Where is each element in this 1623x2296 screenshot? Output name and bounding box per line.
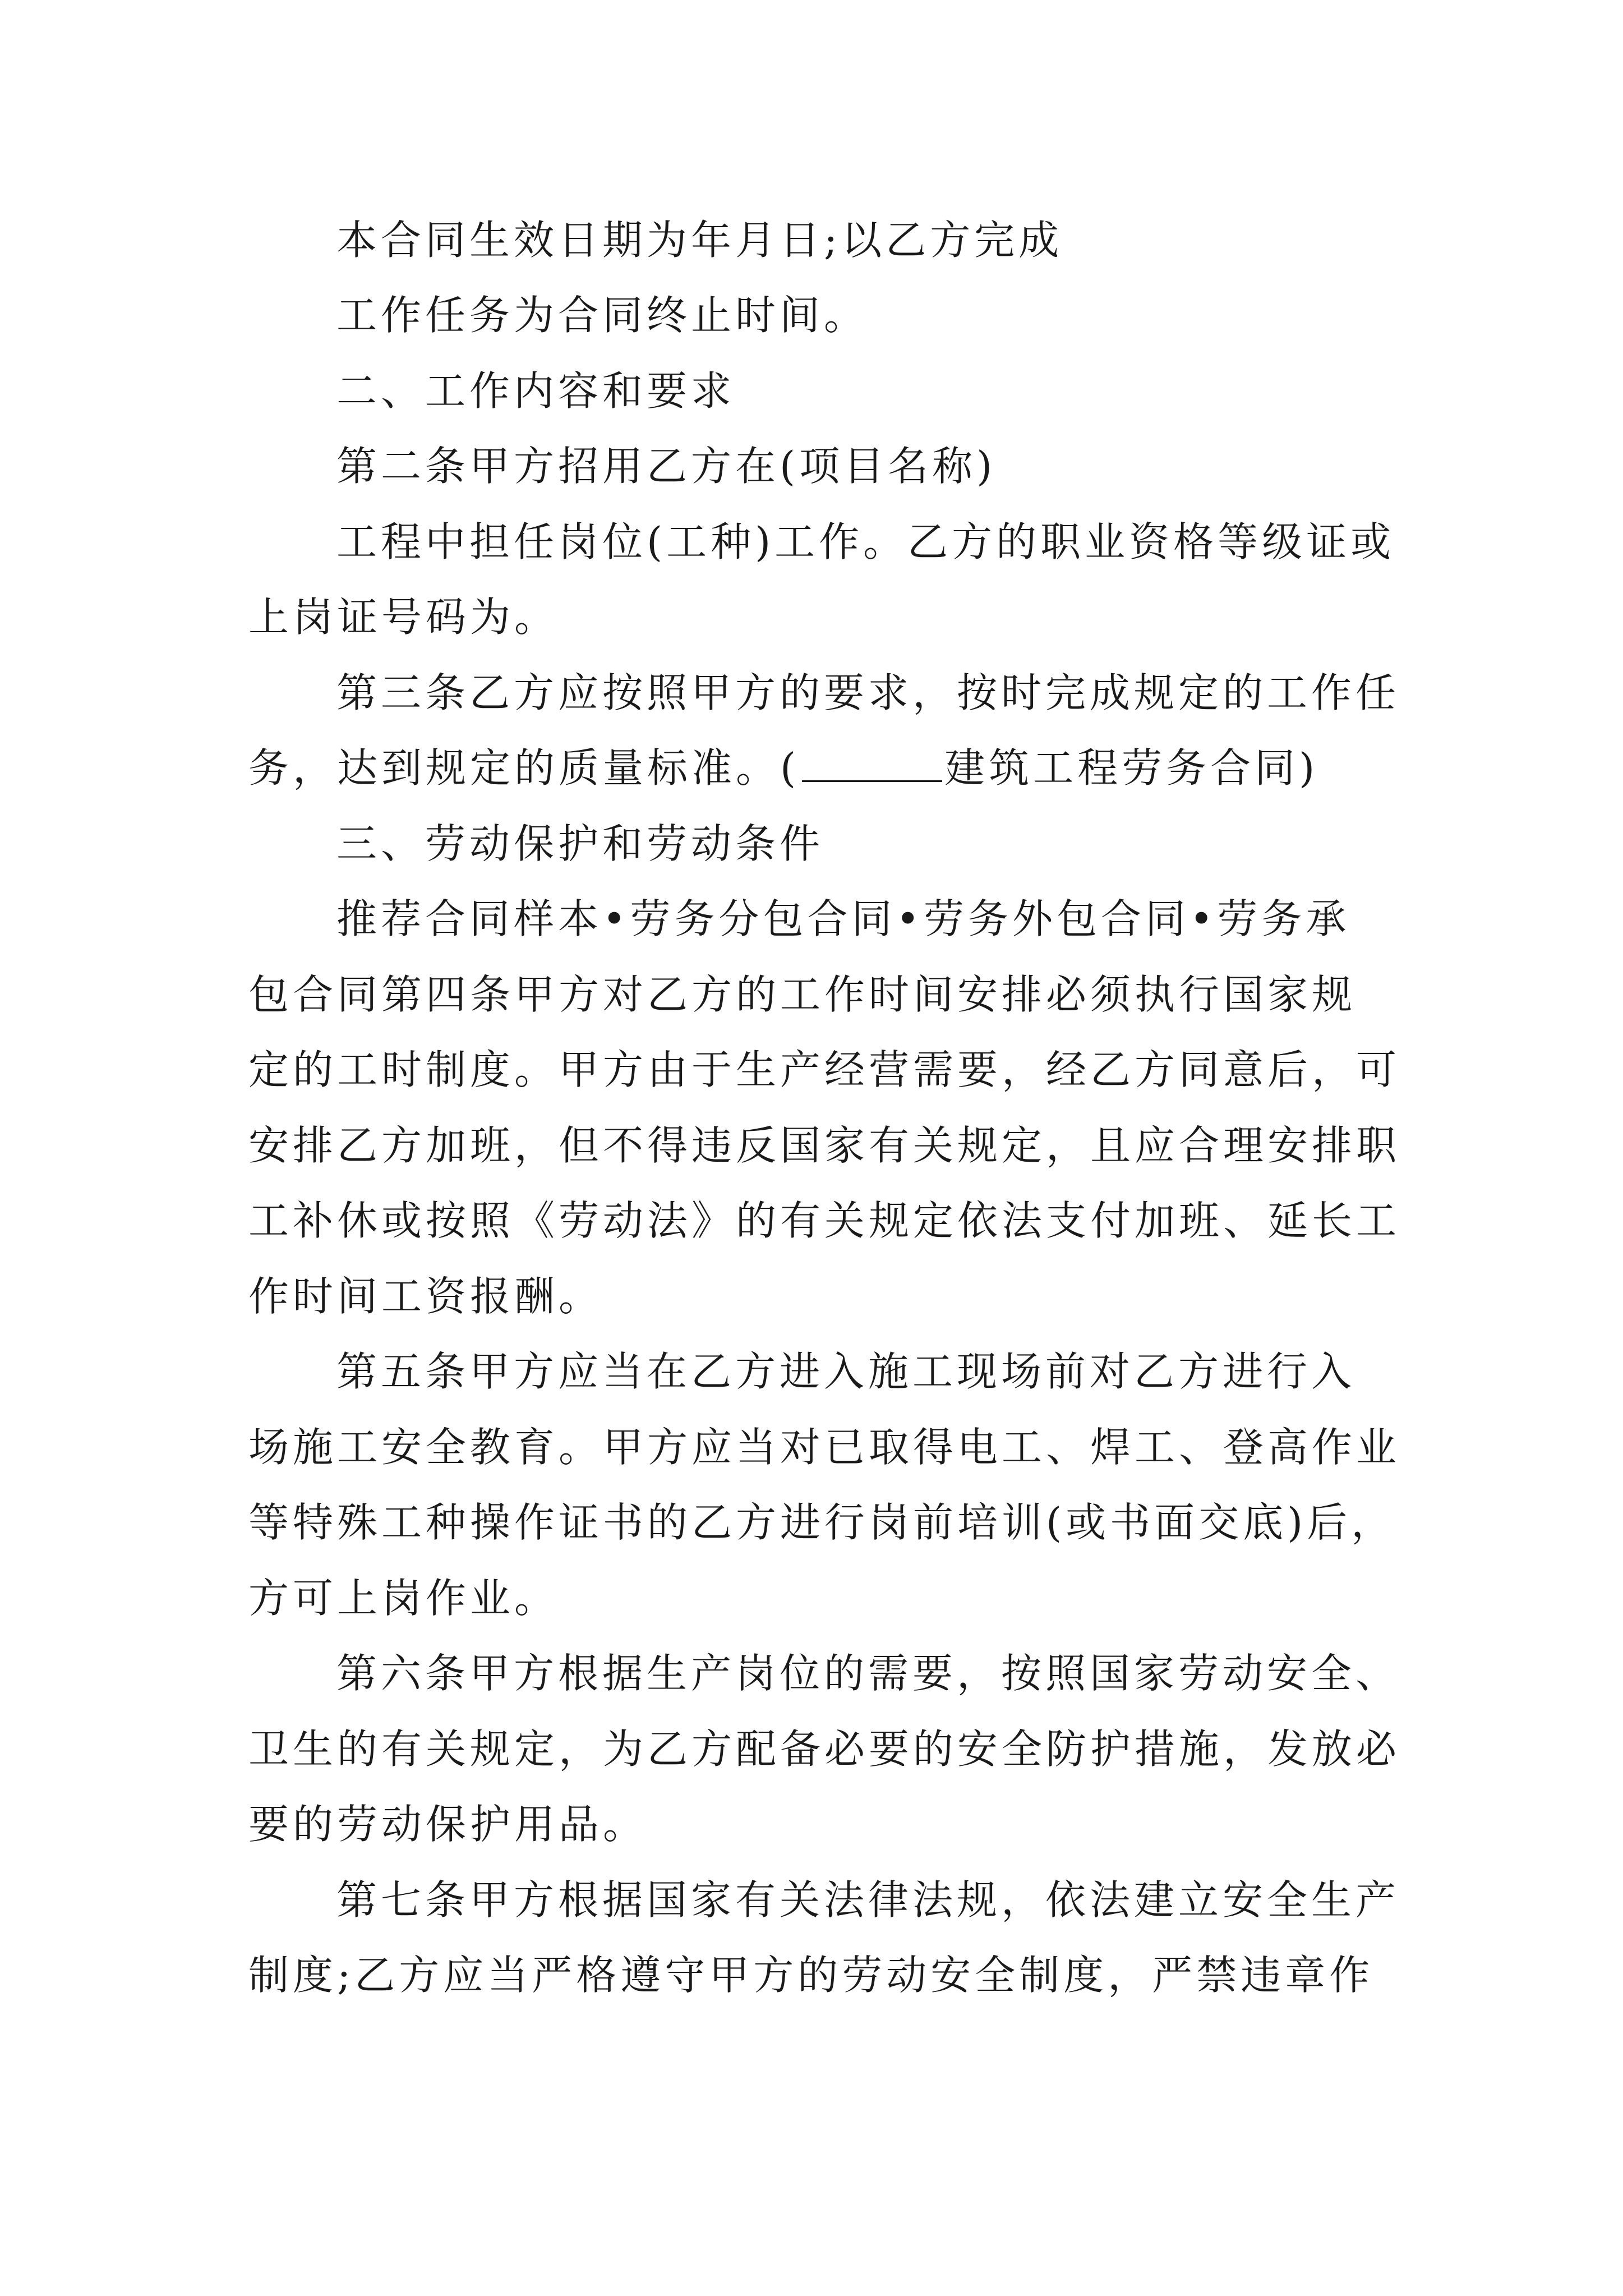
text-line: 第七条甲方根据国家有关法律法规，依法建立安全生产 [336,1876,1400,1924]
text-line: 卫生的有关规定，为乙方配备必要的安全防护措施，发放必 [248,1726,1401,1773]
text-line: 上岗证号码为。 [248,593,559,641]
text-line: 安排乙方加班，但不得违反国家有关规定，且应合理安排职 [248,1122,1401,1169]
text-line: 第六条甲方根据生产岗位的需要，按照国家劳动安全、 [336,1650,1400,1697]
text-line-with-blank [248,743,1318,793]
text-line: 定的工时制度。甲方由于生产经营需要，经乙方同意后，可 [248,1046,1401,1093]
text-line: 方可上岗作业。 [248,1575,559,1622]
text-line: 本合同生效日期为年月日;以乙方完成 [336,217,1063,264]
section-heading: 三、劳动保护和劳动条件 [336,820,824,867]
text-line: 工作任务为合同终止时间。 [336,292,869,339]
text-line: 场施工安全教育。甲方应当对已取得电工、焊工、登高作业 [248,1424,1401,1471]
text-line: 第三条乙方应按照甲方的要求，按时完成规定的工作任 [336,669,1400,716]
text-fragment: 务，达到规定的质量标准。( [248,744,800,792]
text-line: 工程中担任岗位(工种)工作。乙方的职业资格等级证或 [336,518,1395,565]
text-line: 等特殊工种操作证书的乙方进行岗前培训(或书面交底)后， [248,1499,1396,1546]
text-line: 工补休或按照《劳动法》的有关规定依法支付加班、延长工 [248,1197,1401,1244]
section-heading: 二、工作内容和要求 [336,367,736,415]
text-line: 制度;乙方应当严格遵守甲方的劳动安全制度，严禁违章作 [248,1952,1374,1999]
text-line: 要的劳动保护用品。 [248,1801,648,1848]
text-line: 包合同第四条甲方对乙方的工作时间安排必须执行国家规 [248,971,1357,1018]
text-fragment: 建筑工程劳务合同) [944,744,1319,792]
fill-in-blank [802,746,942,782]
text-line: 第五条甲方应当在乙方进入施工现场前对乙方进行入 [336,1348,1356,1395]
text-line: 作时间工资报酬。 [248,1273,603,1320]
text-line: 推荐合同样本•劳务分包合同•劳务外包合同•劳务承 [336,895,1350,942]
text-line: 第二条甲方招用乙方在(项目名称) [336,443,997,490]
